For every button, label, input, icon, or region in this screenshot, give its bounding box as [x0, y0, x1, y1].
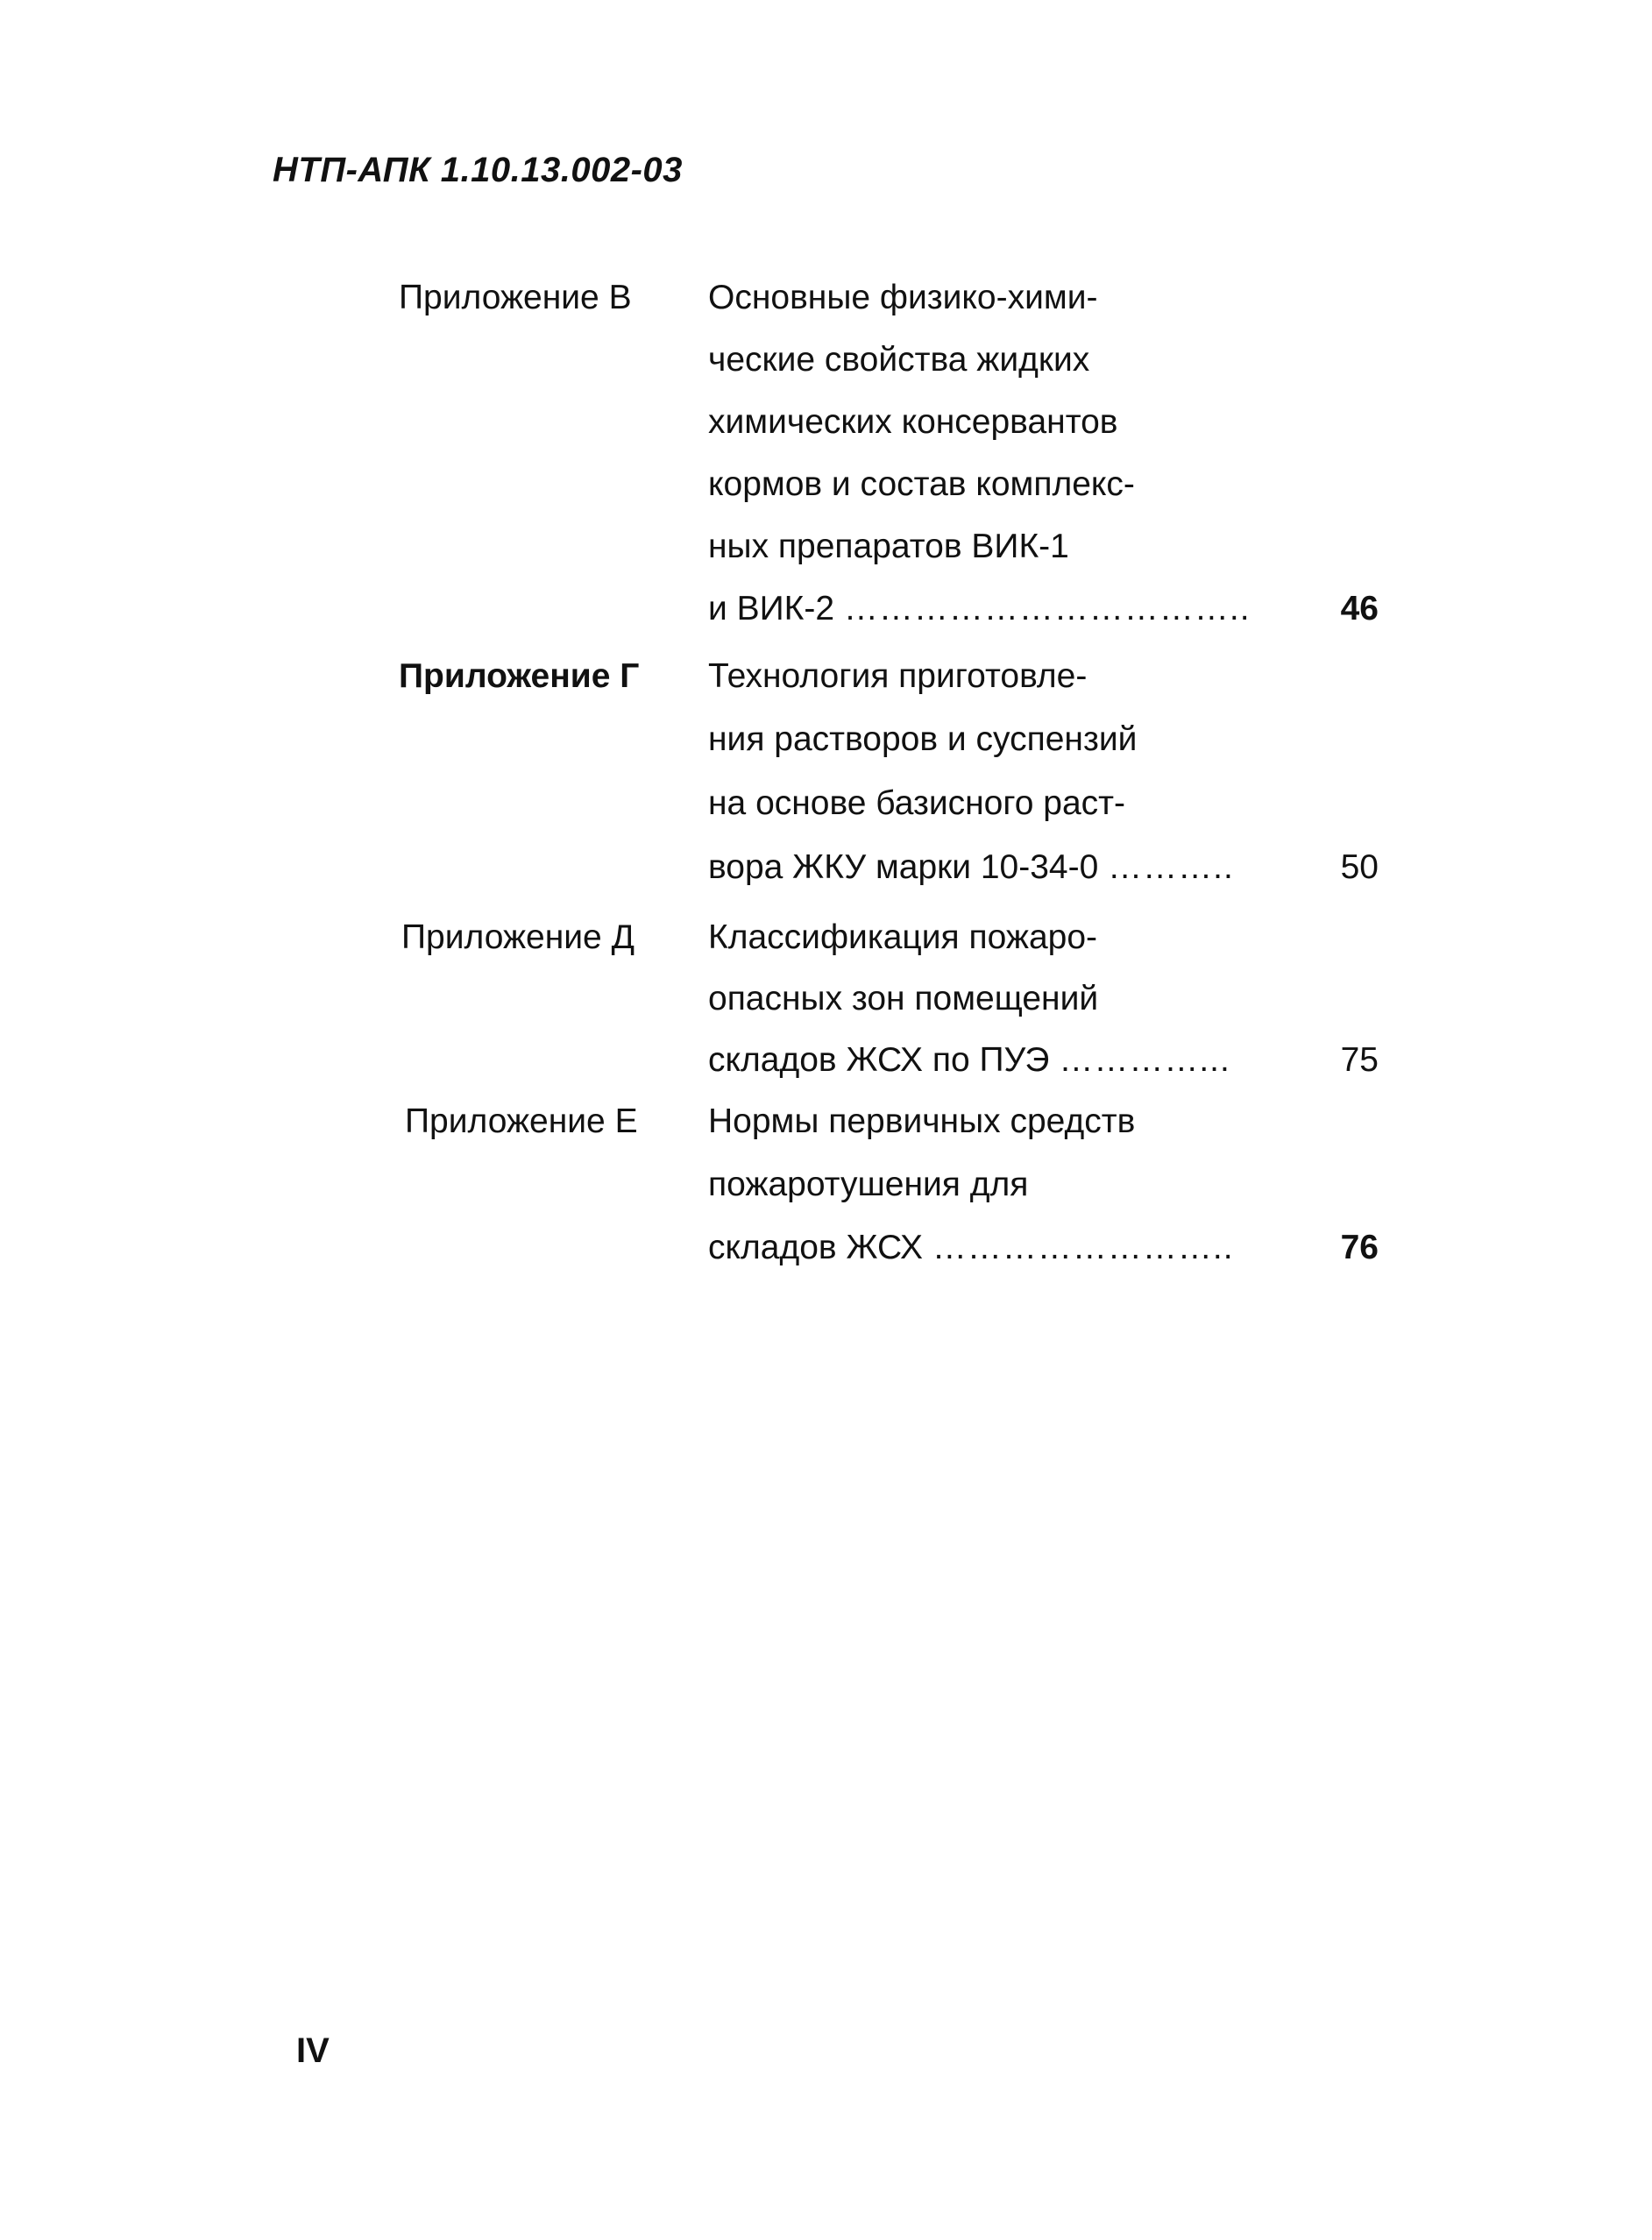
toc-entry-title-line: Основные физико-хими- [708, 279, 1098, 316]
toc-entry-last-line [708, 590, 1251, 628]
toc-leader-dots: …………... [1059, 1041, 1230, 1079]
toc-entry-title-line: на основе базисного раст- [708, 784, 1125, 822]
toc-entry-title-line: ческие свойства жидких [708, 341, 1090, 379]
toc-entry-last-line-text: складов ЖСХ по ПУЭ [708, 1041, 1050, 1079]
toc-entry-label: Приложение Е [405, 1102, 638, 1140]
toc-entry-label: Приложение Г [399, 657, 640, 695]
toc-leader-dots: ……….. [1108, 848, 1234, 886]
toc-page-number: 76 [1340, 1229, 1379, 1266]
toc-entry-title-line: опасных зон помещений [708, 980, 1099, 1017]
toc-entry-title-line: ния растворов и суспензий [708, 720, 1138, 758]
toc-entry-label: Приложение Д [401, 918, 635, 956]
toc-page-number: 46 [1340, 590, 1379, 627]
toc-leader-dots: …………………….. [932, 1229, 1234, 1266]
toc-entry-title-line: химических консервантов [708, 403, 1118, 441]
toc-entry-title-line: Технология приготовле- [708, 657, 1088, 695]
toc-entry-title-line: кормов и состав комплекс- [708, 465, 1135, 503]
toc-entry-last-line-text: складов ЖСХ [708, 1229, 924, 1266]
toc-entry-title-line: Классификация пожаро- [708, 918, 1098, 956]
toc-entry-label: Приложение В [399, 279, 632, 316]
toc-entry-last-line-text: вора ЖКУ марки 10-34-0 [708, 848, 1099, 886]
page-number-roman: IV [296, 2031, 330, 2070]
toc-page-number: 50 [1340, 848, 1379, 886]
toc-entry-last-line [708, 1041, 1230, 1080]
toc-page-number: 75 [1340, 1041, 1379, 1079]
toc-leader-dots: …………………………….. [843, 590, 1251, 627]
document-code-header: НТП-АПК 1.10.13.002-03 [273, 151, 683, 189]
toc-entry-title-line: Нормы первичных средств [708, 1102, 1136, 1140]
toc-entry-last-line [708, 1229, 1234, 1267]
toc-entry-title-line: ных препаратов ВИК-1 [708, 528, 1069, 565]
toc-entry-title-line: пожаротушения для [708, 1166, 1029, 1203]
toc-entry-last-line [708, 848, 1234, 887]
toc-entry-last-line-text: и ВИК-2 [708, 590, 835, 627]
